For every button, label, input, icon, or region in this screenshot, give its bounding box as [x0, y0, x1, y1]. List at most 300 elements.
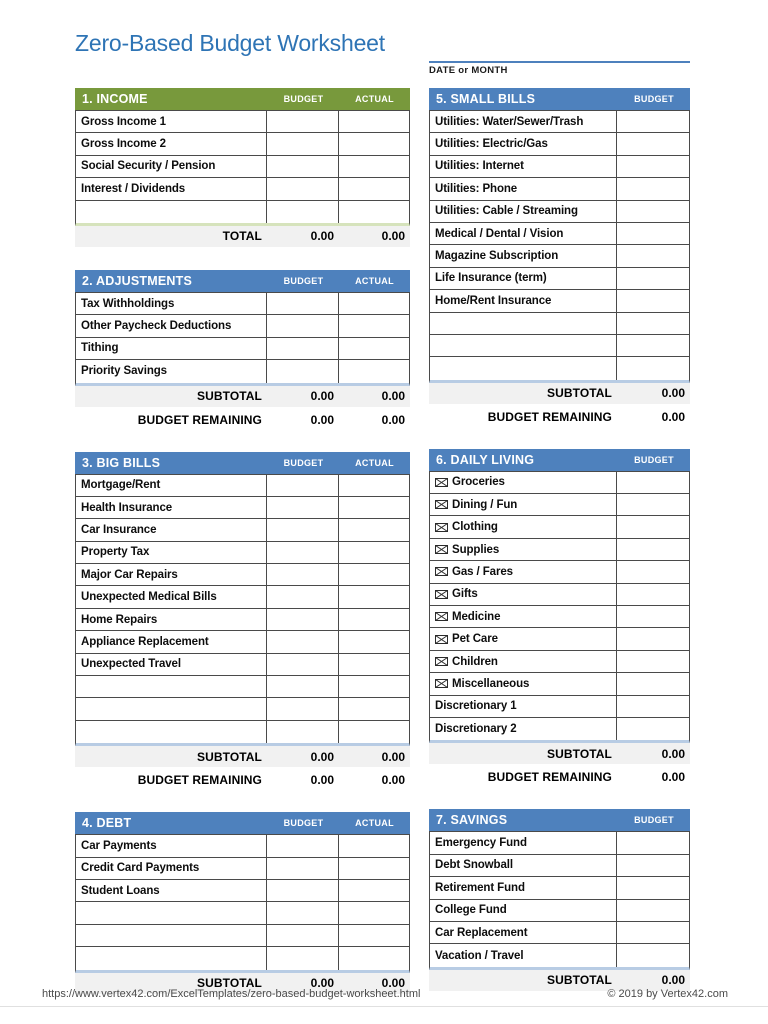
total-label: SUBTOTAL	[546, 746, 612, 761]
row-label: Gross Income 1	[81, 115, 166, 128]
table-row	[430, 900, 689, 922]
table-row	[76, 201, 409, 223]
table-row	[76, 315, 409, 337]
column-header: ACTUAL	[355, 94, 394, 104]
row-label: Utilities: Internet	[435, 160, 524, 173]
row-label: Gas / Fares	[452, 565, 513, 578]
row-label: Tax Withholdings	[81, 297, 175, 310]
total-value: 0.00	[310, 749, 334, 764]
value-cell	[617, 696, 689, 717]
table-row	[430, 268, 689, 290]
table-row	[430, 628, 689, 650]
row-label: Tithing	[81, 342, 119, 355]
value-cell	[267, 947, 338, 969]
table-row	[430, 245, 689, 267]
column-header: BUDGET	[634, 94, 674, 104]
value-cell	[338, 925, 409, 946]
total-value: 0.00	[381, 389, 405, 404]
row-label-cell	[430, 606, 617, 627]
value-cell	[617, 561, 689, 582]
row-label: Student Loans	[81, 884, 160, 897]
row-label-cell	[430, 673, 617, 694]
total-band	[429, 383, 690, 404]
row-label-cell	[430, 313, 617, 334]
row-label: Vacation / Travel	[435, 949, 524, 962]
row-label-cell	[76, 631, 267, 652]
value-cell	[338, 293, 409, 314]
value-cell	[338, 654, 409, 675]
total-value: 0.00	[661, 746, 685, 761]
total-label: SUBTOTAL	[196, 749, 262, 764]
value-cell	[617, 651, 689, 672]
row-label: Appliance Replacement	[81, 635, 209, 648]
value-cell	[267, 609, 338, 630]
row-label: Health Insurance	[81, 501, 173, 514]
table-row	[430, 832, 689, 854]
row-label: Children	[452, 655, 498, 668]
section-adjustments	[75, 270, 410, 429]
section-small-bills	[429, 88, 690, 426]
table-row	[430, 290, 689, 312]
budget-remaining-row	[75, 771, 410, 789]
section-daily-living	[429, 449, 690, 787]
total-value: 0.00	[381, 229, 405, 244]
column-header: ACTUAL	[355, 275, 394, 286]
section-income	[75, 88, 410, 247]
value-cell	[267, 111, 338, 132]
column-header: ACTUAL	[355, 818, 394, 829]
row-label: Discretionary 2	[435, 723, 517, 736]
value-cell	[617, 877, 689, 898]
total-label: SUBTOTAL	[196, 976, 262, 991]
row-label: Retirement Fund	[435, 881, 525, 894]
row-label-cell	[430, 696, 617, 717]
budget-remaining-value: 0.00	[661, 770, 685, 785]
total-band	[75, 386, 410, 407]
row-label: Interest / Dividends	[81, 182, 186, 195]
table-row	[430, 561, 689, 583]
total-band	[75, 226, 410, 247]
row-label-cell	[76, 902, 267, 923]
row-label: Unexpected Travel	[81, 658, 181, 671]
table-row	[76, 698, 409, 720]
row-label: Miscellaneous	[452, 677, 530, 690]
section-table	[429, 471, 690, 744]
section-title: 5. SMALL BILLS	[436, 92, 536, 106]
table-row	[76, 338, 409, 360]
row-label: Utilities: Water/Sewer/Trash	[435, 115, 584, 128]
value-cell	[338, 475, 409, 496]
section-header	[75, 812, 410, 834]
envelope-icon	[435, 590, 448, 599]
value-cell	[617, 673, 689, 694]
date-label: DATE or MONTH	[429, 65, 508, 76]
row-label: Home Repairs	[81, 613, 158, 626]
table-row	[430, 201, 689, 223]
row-label: Medicine	[452, 610, 501, 623]
table-row	[76, 133, 409, 155]
row-label-cell	[76, 721, 267, 743]
value-cell	[267, 178, 338, 199]
table-row	[430, 651, 689, 673]
value-cell	[267, 880, 338, 901]
row-label-cell	[430, 584, 617, 605]
table-row	[430, 944, 689, 966]
section-table	[75, 110, 410, 226]
section-header	[75, 270, 410, 292]
table-row	[76, 676, 409, 698]
value-cell	[267, 858, 338, 879]
value-cell	[267, 315, 338, 336]
date-field	[429, 61, 690, 76]
row-label-cell	[430, 561, 617, 582]
row-label-cell	[76, 698, 267, 719]
table-row	[430, 178, 689, 200]
row-label-cell	[76, 586, 267, 607]
budget-remaining-value: 0.00	[310, 412, 334, 427]
total-value: 0.00	[310, 976, 334, 991]
section-table	[429, 831, 690, 969]
row-label-cell	[76, 654, 267, 675]
value-cell	[617, 944, 689, 966]
value-cell	[338, 156, 409, 177]
section-header	[429, 88, 690, 110]
row-label-cell	[430, 201, 617, 222]
table-row	[430, 673, 689, 695]
row-label-cell	[76, 178, 267, 199]
total-value: 0.00	[381, 749, 405, 764]
row-label-cell	[76, 111, 267, 132]
value-cell	[338, 858, 409, 879]
value-cell	[267, 676, 338, 697]
value-cell	[338, 201, 409, 223]
row-label: Supplies	[452, 543, 500, 556]
footer-copyright: © 2019 by Vertex42.com	[607, 988, 728, 1000]
row-label-cell	[430, 877, 617, 898]
row-label-cell	[430, 156, 617, 177]
row-label-cell	[76, 293, 267, 314]
value-cell	[338, 880, 409, 901]
value-cell	[338, 721, 409, 743]
value-cell	[338, 609, 409, 630]
table-row	[76, 902, 409, 924]
total-label: SUBTOTAL	[546, 973, 612, 988]
value-cell	[267, 338, 338, 359]
table-row	[430, 539, 689, 561]
value-cell	[617, 201, 689, 222]
row-label: Utilities: Cable / Streaming	[435, 205, 578, 218]
value-cell	[267, 631, 338, 652]
value-cell	[338, 631, 409, 652]
section-title: 2. ADJUSTMENTS	[82, 273, 192, 288]
table-row	[76, 475, 409, 497]
row-label: Mortgage/Rent	[81, 479, 161, 492]
value-cell	[617, 584, 689, 605]
table-row	[76, 111, 409, 133]
row-label: Dining / Fun	[452, 498, 518, 511]
row-label-cell	[76, 475, 267, 496]
envelope-icon	[435, 545, 448, 554]
row-label-cell	[430, 494, 617, 515]
row-label: Magazine Subscription	[435, 250, 559, 263]
row-label-cell	[76, 925, 267, 946]
value-cell	[267, 360, 338, 382]
row-label-cell	[430, 268, 617, 289]
value-cell	[338, 835, 409, 856]
total-value: 0.00	[661, 386, 685, 401]
column-header: ACTUAL	[355, 457, 394, 468]
value-cell	[617, 335, 689, 356]
section-table	[75, 834, 410, 972]
table-row	[76, 564, 409, 586]
section-debt	[75, 812, 410, 993]
table-row	[430, 494, 689, 516]
value-cell	[338, 902, 409, 923]
value-cell	[617, 156, 689, 177]
value-cell	[267, 564, 338, 585]
section-title: 3. BIG BILLS	[82, 455, 161, 470]
row-label-cell	[76, 360, 267, 382]
value-cell	[267, 201, 338, 223]
table-row	[430, 223, 689, 245]
row-label-cell	[76, 156, 267, 177]
row-label: College Fund	[435, 904, 507, 917]
budget-remaining-value: 0.00	[661, 409, 685, 424]
table-row	[76, 519, 409, 541]
section-title: 7. SAVINGS	[436, 813, 508, 828]
value-cell	[267, 698, 338, 719]
value-cell	[267, 586, 338, 607]
table-row	[76, 880, 409, 902]
row-label: Utilities: Phone	[435, 182, 518, 195]
value-cell	[617, 245, 689, 266]
row-label-cell	[430, 651, 617, 672]
section-table	[75, 474, 410, 747]
value-cell	[267, 156, 338, 177]
row-label-cell	[76, 609, 267, 630]
row-label-cell	[430, 133, 617, 154]
row-label: Life Insurance (term)	[435, 272, 547, 285]
value-cell	[338, 338, 409, 359]
column-header: BUDGET	[634, 815, 674, 826]
table-row	[430, 133, 689, 155]
row-label-cell	[430, 718, 617, 740]
value-cell	[338, 947, 409, 969]
total-label: TOTAL	[222, 229, 262, 244]
row-label-cell	[76, 315, 267, 336]
row-label: Credit Card Payments	[81, 862, 200, 875]
section-header	[429, 809, 690, 831]
value-cell	[338, 111, 409, 132]
row-label-cell	[430, 944, 617, 966]
column-header: BUDGET	[283, 457, 324, 468]
value-cell	[617, 494, 689, 515]
total-value: 0.00	[310, 229, 334, 244]
row-label-cell	[76, 133, 267, 154]
value-cell	[338, 497, 409, 518]
table-row	[76, 178, 409, 200]
budget-remaining-row	[429, 408, 690, 426]
value-cell	[338, 698, 409, 719]
budget-remaining-value: 0.00	[310, 773, 334, 788]
value-cell	[617, 606, 689, 627]
value-cell	[338, 360, 409, 382]
envelope-icon	[435, 567, 448, 576]
value-cell	[338, 178, 409, 199]
table-row	[430, 877, 689, 899]
row-label: Clothing	[452, 521, 498, 534]
row-label-cell	[430, 900, 617, 921]
row-label: Unexpected Medical Bills	[81, 591, 217, 604]
table-row	[76, 293, 409, 315]
row-label: Car Replacement	[435, 926, 528, 939]
value-cell	[267, 654, 338, 675]
total-value: 0.00	[381, 976, 405, 991]
row-label-cell	[430, 832, 617, 853]
budget-remaining-label: BUDGET REMAINING	[487, 770, 612, 785]
section-savings	[429, 809, 690, 990]
section-table	[429, 110, 690, 383]
value-cell	[617, 357, 689, 379]
table-row	[76, 497, 409, 519]
row-label-cell	[430, 516, 617, 537]
table-row	[430, 472, 689, 494]
column-right	[429, 88, 690, 1017]
value-cell	[338, 133, 409, 154]
table-row	[76, 156, 409, 178]
column-header: BUDGET	[283, 94, 324, 104]
table-row	[430, 335, 689, 357]
budget-remaining-row	[75, 411, 410, 429]
value-cell	[617, 516, 689, 537]
value-cell	[617, 718, 689, 740]
footer-url-link[interactable]: https://www.vertex42.com/ExcelTemplates/zero-based-budget-worksheet.html	[42, 988, 421, 1000]
row-label: Car Payments	[81, 839, 157, 852]
row-label: Emergency Fund	[435, 837, 527, 850]
section-title: 1. INCOME	[82, 92, 148, 106]
value-cell	[338, 564, 409, 585]
value-cell	[338, 676, 409, 697]
row-label-cell	[430, 855, 617, 876]
value-cell	[617, 223, 689, 244]
value-cell	[338, 586, 409, 607]
envelope-icon	[435, 635, 448, 644]
value-cell	[617, 855, 689, 876]
table-row	[76, 925, 409, 947]
total-label: SUBTOTAL	[196, 389, 262, 404]
table-row	[430, 313, 689, 335]
value-cell	[267, 835, 338, 856]
row-label: Medical / Dental / Vision	[435, 227, 564, 240]
row-label-cell	[430, 335, 617, 356]
worksheet-columns	[75, 88, 690, 1017]
section-title: 6. DAILY LIVING	[436, 452, 535, 467]
value-cell	[617, 628, 689, 649]
value-cell	[617, 111, 689, 132]
row-label: Pet Care	[452, 633, 498, 646]
row-label: Home/Rent Insurance	[435, 294, 552, 307]
table-row	[76, 654, 409, 676]
table-row	[76, 721, 409, 743]
envelope-icon	[435, 523, 448, 532]
section-header	[75, 88, 410, 110]
row-label: Social Security / Pension	[81, 160, 216, 173]
total-value: 0.00	[310, 389, 334, 404]
value-cell	[267, 519, 338, 540]
column-header: BUDGET	[283, 818, 324, 829]
value-cell	[617, 290, 689, 311]
row-label: Other Paycheck Deductions	[81, 320, 232, 333]
section-title: 4. DEBT	[82, 816, 132, 831]
table-row	[430, 516, 689, 538]
row-label-cell	[430, 178, 617, 199]
page-title: Zero-Based Budget Worksheet	[75, 30, 385, 56]
row-label: Utilities: Electric/Gas	[435, 138, 548, 151]
table-row	[430, 696, 689, 718]
value-cell	[267, 721, 338, 743]
value-cell	[267, 293, 338, 314]
row-label: Priority Savings	[81, 365, 167, 378]
envelope-icon	[435, 478, 448, 487]
total-band	[429, 743, 690, 764]
budget-remaining-label: BUDGET REMAINING	[137, 412, 262, 427]
total-value: 0.00	[661, 973, 685, 988]
row-label: Major Car Repairs	[81, 568, 178, 581]
row-label-cell	[76, 858, 267, 879]
envelope-icon	[435, 500, 448, 509]
value-cell	[617, 922, 689, 943]
row-label-cell	[76, 201, 267, 223]
row-label: Gifts	[452, 588, 478, 601]
envelope-icon	[435, 679, 448, 688]
row-label-cell	[430, 290, 617, 311]
value-cell	[617, 313, 689, 334]
row-label-cell	[430, 922, 617, 943]
value-cell	[617, 832, 689, 853]
table-row	[430, 606, 689, 628]
value-cell	[617, 268, 689, 289]
value-cell	[267, 902, 338, 923]
row-label-cell	[430, 628, 617, 649]
envelope-icon	[435, 657, 448, 666]
row-label-cell	[430, 223, 617, 244]
value-cell	[267, 133, 338, 154]
table-row	[76, 835, 409, 857]
value-cell	[267, 542, 338, 563]
row-label-cell	[430, 245, 617, 266]
section-header	[429, 449, 690, 471]
row-label-cell	[76, 497, 267, 518]
row-label: Gross Income 2	[81, 138, 166, 151]
table-row	[430, 111, 689, 133]
total-label: SUBTOTAL	[546, 386, 612, 401]
row-label-cell	[76, 880, 267, 901]
value-cell	[267, 925, 338, 946]
budget-remaining-label: BUDGET REMAINING	[137, 773, 262, 788]
value-cell	[617, 472, 689, 493]
row-label: Car Insurance	[81, 523, 157, 536]
column-left	[75, 88, 410, 1017]
table-row	[76, 947, 409, 969]
page-bottom-divider	[0, 1006, 768, 1007]
column-header: BUDGET	[634, 454, 674, 465]
value-cell	[617, 178, 689, 199]
column-header: BUDGET	[283, 275, 324, 286]
row-label-cell	[76, 947, 267, 969]
row-label-cell	[76, 835, 267, 856]
budget-remaining-value: 0.00	[381, 412, 405, 427]
table-row	[430, 584, 689, 606]
